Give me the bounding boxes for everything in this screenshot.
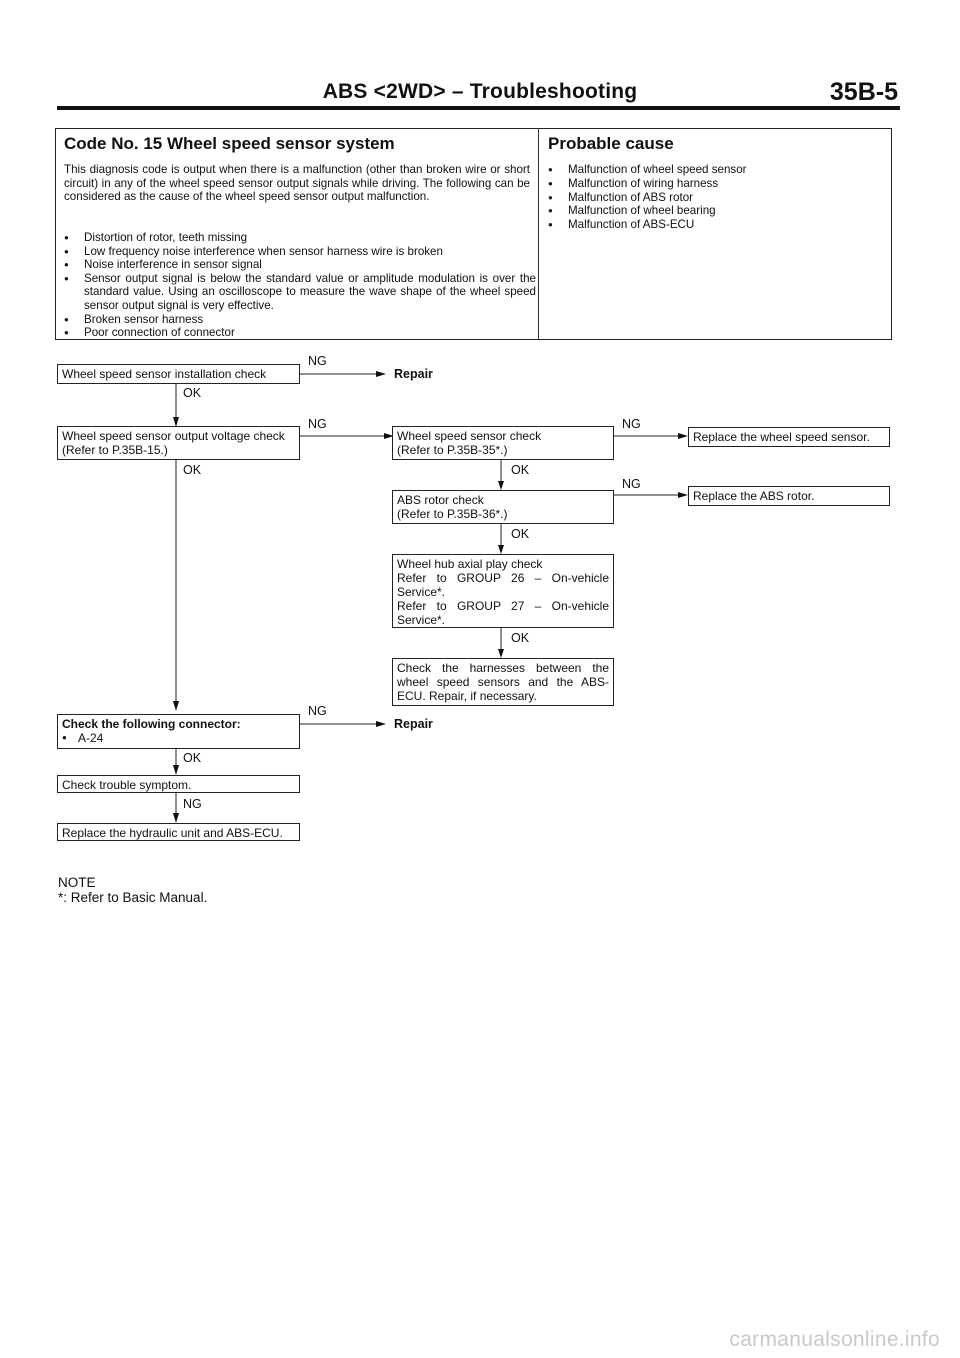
connector-id: A-24 [78,731,104,745]
ng-label: NG [308,417,327,431]
installation-check-box [57,364,300,384]
arrow-head [678,433,688,439]
note-text: *: Refer to Basic Manual. [58,890,208,905]
ng-label: NG [622,417,641,431]
replace-unit-label: Replace the hydraulic unit and ABS-ECU. [62,826,283,840]
trouble-symptom-box [57,775,300,793]
ng-label: NG [308,704,327,718]
arrow-head [173,701,179,711]
ok-label: OK [183,751,202,765]
arrow-head [498,481,504,490]
ok-label: OK [511,527,530,541]
code-heading: Code No. 15 Wheel speed sensor system [64,134,395,153]
cause-item: ● Malfunction of wheel speed sensor [548,163,878,177]
ng-label: NG [183,797,202,811]
page-title: ABS <2WD> – Troubleshooting [322,80,638,103]
arrow-head [678,492,688,498]
code-bullet: ● Broken sensor harness [64,313,536,327]
arrow-head [173,813,179,823]
code-bullet: ● Low frequency noise interference when sensor harness wire is broken [64,245,536,259]
rotor-check-ref: (Refer to P.35B-36*.) [397,507,508,521]
hub-check-group26: Refer to GROUP 26 – On-vehicle Service*. [397,571,609,599]
bullet-icon: ● [62,733,67,742]
repair-label: Repair [394,717,433,731]
note-section [58,875,207,905]
ok-label: OK [511,463,530,477]
replace-sensor-box [688,427,890,447]
watermark: carmanualsonline.info [729,1328,940,1351]
output-voltage-check-label: Wheel speed sensor output voltage check [62,429,285,443]
code-bullet: ● Distortion of rotor, teeth missing [64,231,536,245]
arrow-head [376,371,386,377]
connector-check-label: Check the following connector: [62,717,241,731]
code-description: This diagnosis code is output when there is a malfunction (other than broken wire or short circuit) in any of the wheel speed sensor output signals while driving. The following can be considered as the cause of the wheel speed sensor output malfunction. [64,163,530,204]
output-voltage-check-ref: (Refer to P.35B-15.) [62,443,168,457]
replace-sensor-label: Replace the wheel speed sensor. [693,430,870,444]
sensor-check-ref: (Refer to P.35B-35*.) [397,443,508,457]
harness-check-box [392,658,614,706]
hub-check-label: Wheel hub axial play check [397,557,543,571]
sensor-check-label: Wheel speed sensor check [397,429,542,443]
arrow-head [498,545,504,554]
cause-item: ● Malfunction of wheel bearing [548,204,878,218]
replace-rotor-label: Replace the ABS rotor. [693,489,815,503]
code-bullet: ● Poor connection of connector [64,326,536,340]
cause-item: ● Malfunction of ABS-ECU [548,218,878,232]
ok-label: OK [183,463,202,477]
code-bullet: ● Sensor output signal is below the standard value or amplitude modulation is over the standard value. Using an oscilloscope to measure the wave shape of the wheel speed sensor output signal is very effective. [64,272,536,313]
ng-label: NG [622,477,641,491]
cause-item: ● Malfunction of ABS rotor [548,191,878,205]
sensor-check-box [392,426,614,460]
replace-unit-box [57,823,300,841]
arrow-head [173,765,179,775]
ok-label: OK [511,631,530,645]
repair-label: Repair [394,367,433,381]
cause-item: ● Malfunction of wiring harness [548,177,878,191]
rotor-check-label: ABS rotor check [397,493,484,507]
page-number: 35B-5 [829,78,898,106]
arrow-head [376,721,386,727]
ng-label: NG [308,354,327,368]
connector-check-box [57,714,300,749]
code-bullet: ● Noise interference in sensor signal [64,258,536,272]
trouble-symptom-label: Check trouble symptom. [62,778,192,792]
replace-rotor-box [688,486,890,506]
probable-cause-heading: Probable cause [548,134,674,153]
hub-check-box [392,554,614,628]
note-title: NOTE [58,875,96,890]
harness-check-label: Check the harnesses between the wheel speed sensors and the ABS-ECU. Repair, if necessary. [397,661,609,703]
connector-item [62,731,295,745]
output-voltage-check-box [57,426,300,460]
rotor-check-box [392,490,614,524]
ok-label: OK [183,386,202,400]
arrow-head [498,649,504,658]
hub-check-group27: Refer to GROUP 27 – On-vehicle Service*. [397,599,609,627]
installation-check-label: Wheel speed sensor installation check [62,367,267,381]
